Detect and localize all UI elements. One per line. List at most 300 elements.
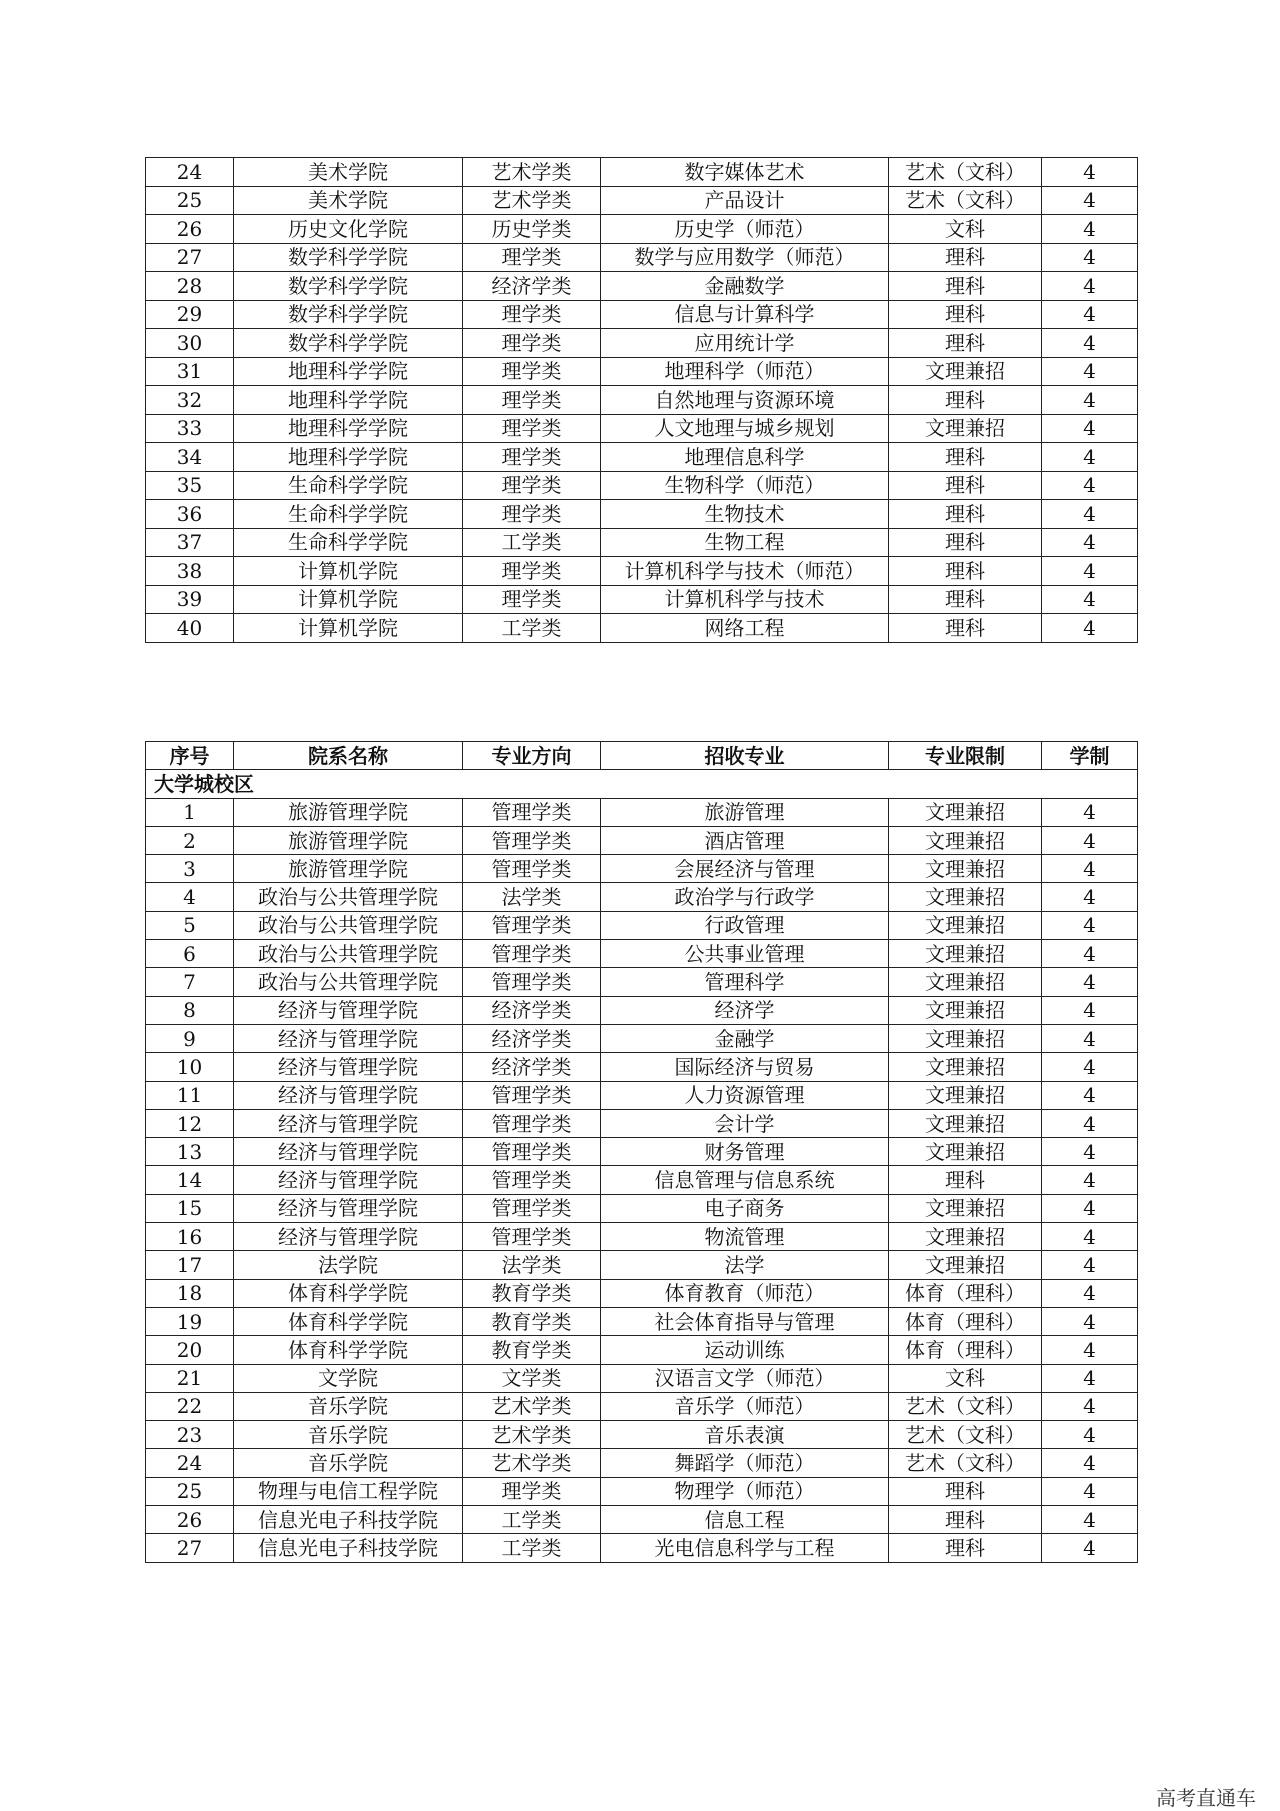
cell-restriction: 文理兼招 (889, 1109, 1042, 1137)
cell-restriction: 文科 (889, 1364, 1042, 1392)
cell-restriction: 文理兼招 (889, 1251, 1042, 1279)
cell-duration: 4 (1042, 186, 1138, 215)
cell-direction: 管理学类 (463, 855, 601, 883)
cell-duration: 4 (1042, 1109, 1138, 1137)
cell-index: 39 (146, 585, 234, 614)
cell-index: 25 (146, 186, 234, 215)
cell-department: 经济与管理学院 (234, 1166, 463, 1194)
cell-restriction: 理科 (889, 300, 1042, 329)
cell-direction: 法学类 (463, 1251, 601, 1279)
cell-restriction: 艺术（文科） (889, 186, 1042, 215)
cell-index: 10 (146, 1053, 234, 1081)
enrollment-table-university-town (145, 741, 1138, 1563)
cell-direction: 艺术学类 (463, 158, 601, 187)
table-row (146, 1336, 1138, 1364)
cell-duration: 4 (1042, 329, 1138, 358)
cell-department: 计算机学院 (234, 557, 463, 586)
cell-direction: 管理学类 (463, 1138, 601, 1166)
cell-index: 19 (146, 1307, 234, 1335)
cell-duration: 4 (1042, 243, 1138, 272)
cell-major: 物理学（师范） (601, 1477, 889, 1505)
cell-direction: 管理学类 (463, 1109, 601, 1137)
header-restriction: 专业限制 (889, 742, 1042, 770)
cell-major: 电子商务 (601, 1194, 889, 1222)
table-row (146, 1223, 1138, 1251)
cell-index: 7 (146, 968, 234, 996)
cell-restriction: 文理兼招 (889, 883, 1042, 911)
cell-department: 物理与电信工程学院 (234, 1477, 463, 1505)
cell-major: 网络工程 (601, 614, 889, 643)
table-row (146, 1279, 1138, 1307)
cell-duration: 4 (1042, 1336, 1138, 1364)
cell-major: 经济学 (601, 996, 889, 1024)
cell-duration: 4 (1042, 557, 1138, 586)
cell-index: 14 (146, 1166, 234, 1194)
table-row (146, 557, 1138, 586)
table-row (146, 1251, 1138, 1279)
cell-department: 体育科学学院 (234, 1336, 463, 1364)
cell-duration: 4 (1042, 1194, 1138, 1222)
table-row (146, 443, 1138, 472)
cell-department: 政治与公共管理学院 (234, 911, 463, 939)
cell-index: 33 (146, 414, 234, 443)
table-row (146, 798, 1138, 826)
cell-department: 文学院 (234, 1364, 463, 1392)
cell-direction: 艺术学类 (463, 1421, 601, 1449)
cell-restriction: 理科 (889, 1166, 1042, 1194)
cell-department: 经济与管理学院 (234, 1081, 463, 1109)
cell-major: 人文地理与城乡规划 (601, 414, 889, 443)
table-row (146, 1392, 1138, 1420)
cell-restriction: 理科 (889, 585, 1042, 614)
cell-major: 会展经济与管理 (601, 855, 889, 883)
cell-restriction: 文理兼招 (889, 855, 1042, 883)
cell-major: 应用统计学 (601, 329, 889, 358)
cell-major: 法学 (601, 1251, 889, 1279)
header-duration: 学制 (1042, 742, 1138, 770)
cell-department: 经济与管理学院 (234, 1194, 463, 1222)
cell-restriction: 文理兼招 (889, 1081, 1042, 1109)
table-row (146, 1081, 1138, 1109)
table-row (146, 243, 1138, 272)
table-row (146, 585, 1138, 614)
cell-major: 音乐学（师范） (601, 1392, 889, 1420)
cell-restriction: 理科 (889, 528, 1042, 557)
cell-department: 地理科学学院 (234, 443, 463, 472)
cell-duration: 4 (1042, 300, 1138, 329)
cell-restriction: 理科 (889, 557, 1042, 586)
cell-index: 12 (146, 1109, 234, 1137)
cell-restriction: 艺术（文科） (889, 1421, 1042, 1449)
cell-index: 25 (146, 1477, 234, 1505)
table-row (146, 1449, 1138, 1477)
cell-index: 11 (146, 1081, 234, 1109)
cell-index: 1 (146, 798, 234, 826)
enrollment-table-continued (145, 157, 1138, 643)
cell-major: 运动训练 (601, 1336, 889, 1364)
cell-direction: 理学类 (463, 414, 601, 443)
cell-major: 人力资源管理 (601, 1081, 889, 1109)
cell-restriction: 体育（理科） (889, 1307, 1042, 1335)
cell-department: 计算机学院 (234, 614, 463, 643)
cell-department: 政治与公共管理学院 (234, 940, 463, 968)
cell-duration: 4 (1042, 1166, 1138, 1194)
cell-direction: 理学类 (463, 585, 601, 614)
cell-direction: 工学类 (463, 528, 601, 557)
cell-restriction: 理科 (889, 614, 1042, 643)
cell-index: 2 (146, 826, 234, 854)
cell-major: 金融数学 (601, 272, 889, 301)
header-row (146, 742, 1138, 770)
cell-direction: 管理学类 (463, 1194, 601, 1222)
cell-duration: 4 (1042, 158, 1138, 187)
cell-department: 地理科学学院 (234, 414, 463, 443)
cell-restriction: 体育（理科） (889, 1279, 1042, 1307)
cell-duration: 4 (1042, 1251, 1138, 1279)
cell-restriction: 文理兼招 (889, 1223, 1042, 1251)
table-row (146, 940, 1138, 968)
cell-restriction: 文理兼招 (889, 414, 1042, 443)
cell-major: 历史学（师范） (601, 215, 889, 244)
cell-direction: 管理学类 (463, 940, 601, 968)
table-row (146, 614, 1138, 643)
cell-direction: 艺术学类 (463, 1449, 601, 1477)
cell-index: 38 (146, 557, 234, 586)
cell-duration: 4 (1042, 940, 1138, 968)
cell-direction: 经济学类 (463, 1024, 601, 1052)
cell-duration: 4 (1042, 585, 1138, 614)
cell-department: 旅游管理学院 (234, 855, 463, 883)
cell-duration: 4 (1042, 414, 1138, 443)
cell-department: 信息光电子科技学院 (234, 1534, 463, 1562)
cell-major: 物流管理 (601, 1223, 889, 1251)
cell-index: 27 (146, 1534, 234, 1562)
cell-restriction: 理科 (889, 329, 1042, 358)
cell-direction: 管理学类 (463, 968, 601, 996)
cell-direction: 工学类 (463, 614, 601, 643)
cell-duration: 4 (1042, 215, 1138, 244)
cell-restriction: 文科 (889, 215, 1042, 244)
cell-duration: 4 (1042, 1534, 1138, 1562)
cell-index: 17 (146, 1251, 234, 1279)
cell-restriction: 文理兼招 (889, 968, 1042, 996)
table-row (146, 883, 1138, 911)
cell-department: 旅游管理学院 (234, 826, 463, 854)
table-row (146, 1307, 1138, 1335)
cell-direction: 历史学类 (463, 215, 601, 244)
cell-duration: 4 (1042, 798, 1138, 826)
cell-duration: 4 (1042, 471, 1138, 500)
table-row (146, 1166, 1138, 1194)
table-row (146, 329, 1138, 358)
table-row (146, 158, 1138, 187)
cell-department: 经济与管理学院 (234, 1024, 463, 1052)
cell-index: 37 (146, 528, 234, 557)
cell-department: 数学科学学院 (234, 272, 463, 301)
cell-index: 27 (146, 243, 234, 272)
cell-direction: 艺术学类 (463, 186, 601, 215)
cell-department: 生命科学学院 (234, 500, 463, 529)
cell-index: 6 (146, 940, 234, 968)
cell-department: 音乐学院 (234, 1392, 463, 1420)
cell-major: 产品设计 (601, 186, 889, 215)
cell-department: 信息光电子科技学院 (234, 1506, 463, 1534)
cell-major: 会计学 (601, 1109, 889, 1137)
cell-index: 22 (146, 1392, 234, 1420)
cell-direction: 理学类 (463, 329, 601, 358)
cell-index: 5 (146, 911, 234, 939)
cell-restriction: 理科 (889, 1477, 1042, 1505)
cell-major: 行政管理 (601, 911, 889, 939)
table-row (146, 386, 1138, 415)
cell-restriction: 文理兼招 (889, 826, 1042, 854)
cell-direction: 管理学类 (463, 826, 601, 854)
cell-restriction: 理科 (889, 272, 1042, 301)
cell-duration: 4 (1042, 272, 1138, 301)
table-row (146, 357, 1138, 386)
cell-major: 国际经济与贸易 (601, 1053, 889, 1081)
cell-direction: 教育学类 (463, 1307, 601, 1335)
cell-index: 29 (146, 300, 234, 329)
table-row (146, 471, 1138, 500)
cell-major: 音乐表演 (601, 1421, 889, 1449)
cell-direction: 管理学类 (463, 1223, 601, 1251)
cell-major: 自然地理与资源环境 (601, 386, 889, 415)
cell-index: 24 (146, 1449, 234, 1477)
cell-direction: 理学类 (463, 357, 601, 386)
cell-direction: 教育学类 (463, 1336, 601, 1364)
cell-index: 4 (146, 883, 234, 911)
cell-major: 政治学与行政学 (601, 883, 889, 911)
cell-duration: 4 (1042, 1421, 1138, 1449)
cell-major: 地理科学（师范） (601, 357, 889, 386)
cell-index: 20 (146, 1336, 234, 1364)
table-row (146, 1506, 1138, 1534)
cell-major: 数字媒体艺术 (601, 158, 889, 187)
cell-duration: 4 (1042, 357, 1138, 386)
table-row (146, 1138, 1138, 1166)
cell-duration: 4 (1042, 1506, 1138, 1534)
cell-major: 社会体育指导与管理 (601, 1307, 889, 1335)
cell-department: 音乐学院 (234, 1421, 463, 1449)
cell-duration: 4 (1042, 614, 1138, 643)
header-direction: 专业方向 (463, 742, 601, 770)
cell-index: 30 (146, 329, 234, 358)
cell-duration: 4 (1042, 911, 1138, 939)
cell-major: 汉语言文学（师范） (601, 1364, 889, 1392)
cell-department: 数学科学学院 (234, 300, 463, 329)
header-index: 序号 (146, 742, 234, 770)
table-row (146, 215, 1138, 244)
cell-restriction: 文理兼招 (889, 1024, 1042, 1052)
cell-department: 体育科学学院 (234, 1279, 463, 1307)
cell-department: 地理科学学院 (234, 357, 463, 386)
watermark-text: 高考直通车 (1156, 1786, 1256, 1810)
cell-restriction: 艺术（文科） (889, 158, 1042, 187)
cell-index: 32 (146, 386, 234, 415)
table-row (146, 1421, 1138, 1449)
cell-direction: 法学类 (463, 883, 601, 911)
cell-direction: 经济学类 (463, 996, 601, 1024)
cell-major: 生物技术 (601, 500, 889, 529)
cell-duration: 4 (1042, 1223, 1138, 1251)
cell-duration: 4 (1042, 826, 1138, 854)
cell-duration: 4 (1042, 500, 1138, 529)
cell-restriction: 理科 (889, 443, 1042, 472)
table-row (146, 1024, 1138, 1052)
cell-direction: 工学类 (463, 1534, 601, 1562)
cell-department: 数学科学学院 (234, 329, 463, 358)
cell-restriction: 文理兼招 (889, 798, 1042, 826)
cell-duration: 4 (1042, 1138, 1138, 1166)
cell-index: 26 (146, 215, 234, 244)
cell-index: 13 (146, 1138, 234, 1166)
cell-index: 34 (146, 443, 234, 472)
cell-major: 酒店管理 (601, 826, 889, 854)
cell-department: 生命科学学院 (234, 471, 463, 500)
cell-direction: 工学类 (463, 1506, 601, 1534)
cell-direction: 理学类 (463, 500, 601, 529)
header-department: 院系名称 (234, 742, 463, 770)
cell-restriction: 文理兼招 (889, 1053, 1042, 1081)
cell-major: 信息与计算科学 (601, 300, 889, 329)
cell-duration: 4 (1042, 386, 1138, 415)
cell-duration: 4 (1042, 968, 1138, 996)
cell-major: 管理科学 (601, 968, 889, 996)
table-row (146, 186, 1138, 215)
cell-direction: 理学类 (463, 243, 601, 272)
table-body (146, 158, 1138, 643)
table-row (146, 1477, 1138, 1505)
cell-department: 地理科学学院 (234, 386, 463, 415)
table-row (146, 996, 1138, 1024)
cell-direction: 理学类 (463, 557, 601, 586)
cell-duration: 4 (1042, 1279, 1138, 1307)
cell-index: 28 (146, 272, 234, 301)
cell-duration: 4 (1042, 443, 1138, 472)
cell-duration: 4 (1042, 1449, 1138, 1477)
cell-department: 音乐学院 (234, 1449, 463, 1477)
cell-major: 计算机科学与技术（师范） (601, 557, 889, 586)
cell-restriction: 文理兼招 (889, 996, 1042, 1024)
cell-index: 40 (146, 614, 234, 643)
cell-direction: 管理学类 (463, 911, 601, 939)
table-row (146, 1534, 1138, 1562)
cell-index: 9 (146, 1024, 234, 1052)
cell-restriction: 文理兼招 (889, 1138, 1042, 1166)
cell-index: 36 (146, 500, 234, 529)
cell-department: 数学科学学院 (234, 243, 463, 272)
cell-major: 计算机科学与技术 (601, 585, 889, 614)
cell-restriction: 理科 (889, 386, 1042, 415)
cell-index: 16 (146, 1223, 234, 1251)
cell-department: 美术学院 (234, 158, 463, 187)
cell-duration: 4 (1042, 996, 1138, 1024)
section-title: 大学城校区 (146, 770, 1138, 798)
cell-major: 旅游管理 (601, 798, 889, 826)
cell-major: 财务管理 (601, 1138, 889, 1166)
cell-major: 信息管理与信息系统 (601, 1166, 889, 1194)
table-row (146, 1194, 1138, 1222)
cell-major: 生物科学（师范） (601, 471, 889, 500)
cell-index: 24 (146, 158, 234, 187)
cell-department: 计算机学院 (234, 585, 463, 614)
cell-major: 舞蹈学（师范） (601, 1449, 889, 1477)
cell-restriction: 理科 (889, 243, 1042, 272)
cell-index: 21 (146, 1364, 234, 1392)
table-row (146, 1109, 1138, 1137)
table-row (146, 500, 1138, 529)
cell-department: 生命科学学院 (234, 528, 463, 557)
table-row (146, 968, 1138, 996)
cell-department: 美术学院 (234, 186, 463, 215)
cell-department: 体育科学学院 (234, 1307, 463, 1335)
cell-index: 18 (146, 1279, 234, 1307)
cell-duration: 4 (1042, 1364, 1138, 1392)
cell-restriction: 理科 (889, 471, 1042, 500)
cell-department: 政治与公共管理学院 (234, 968, 463, 996)
cell-department: 经济与管理学院 (234, 1109, 463, 1137)
table-row (146, 272, 1138, 301)
cell-major: 生物工程 (601, 528, 889, 557)
cell-restriction: 文理兼招 (889, 911, 1042, 939)
header-major: 招收专业 (601, 742, 889, 770)
cell-direction: 经济学类 (463, 272, 601, 301)
cell-major: 信息工程 (601, 1506, 889, 1534)
cell-direction: 教育学类 (463, 1279, 601, 1307)
cell-direction: 管理学类 (463, 1081, 601, 1109)
cell-direction: 理学类 (463, 471, 601, 500)
cell-department: 经济与管理学院 (234, 1223, 463, 1251)
cell-department: 历史文化学院 (234, 215, 463, 244)
cell-department: 政治与公共管理学院 (234, 883, 463, 911)
cell-index: 3 (146, 855, 234, 883)
cell-duration: 4 (1042, 1392, 1138, 1420)
cell-index: 23 (146, 1421, 234, 1449)
cell-restriction: 文理兼招 (889, 1194, 1042, 1222)
cell-index: 15 (146, 1194, 234, 1222)
cell-direction: 管理学类 (463, 798, 601, 826)
cell-major: 体育教育（师范） (601, 1279, 889, 1307)
cell-major: 地理信息科学 (601, 443, 889, 472)
cell-index: 8 (146, 996, 234, 1024)
table-row (146, 911, 1138, 939)
table-row (146, 414, 1138, 443)
cell-direction: 艺术学类 (463, 1392, 601, 1420)
cell-direction: 管理学类 (463, 1166, 601, 1194)
cell-duration: 4 (1042, 1053, 1138, 1081)
cell-direction: 理学类 (463, 386, 601, 415)
table-row (146, 300, 1138, 329)
table-row (146, 528, 1138, 557)
cell-index: 31 (146, 357, 234, 386)
cell-direction: 经济学类 (463, 1053, 601, 1081)
cell-duration: 4 (1042, 883, 1138, 911)
cell-restriction: 文理兼招 (889, 357, 1042, 386)
cell-major: 金融学 (601, 1024, 889, 1052)
cell-duration: 4 (1042, 1477, 1138, 1505)
table-row (146, 1053, 1138, 1081)
cell-department: 经济与管理学院 (234, 1053, 463, 1081)
cell-major: 公共事业管理 (601, 940, 889, 968)
cell-restriction: 理科 (889, 1506, 1042, 1534)
cell-restriction: 艺术（文科） (889, 1392, 1042, 1420)
cell-restriction: 理科 (889, 500, 1042, 529)
cell-index: 26 (146, 1506, 234, 1534)
cell-direction: 理学类 (463, 443, 601, 472)
cell-duration: 4 (1042, 1307, 1138, 1335)
cell-index: 35 (146, 471, 234, 500)
